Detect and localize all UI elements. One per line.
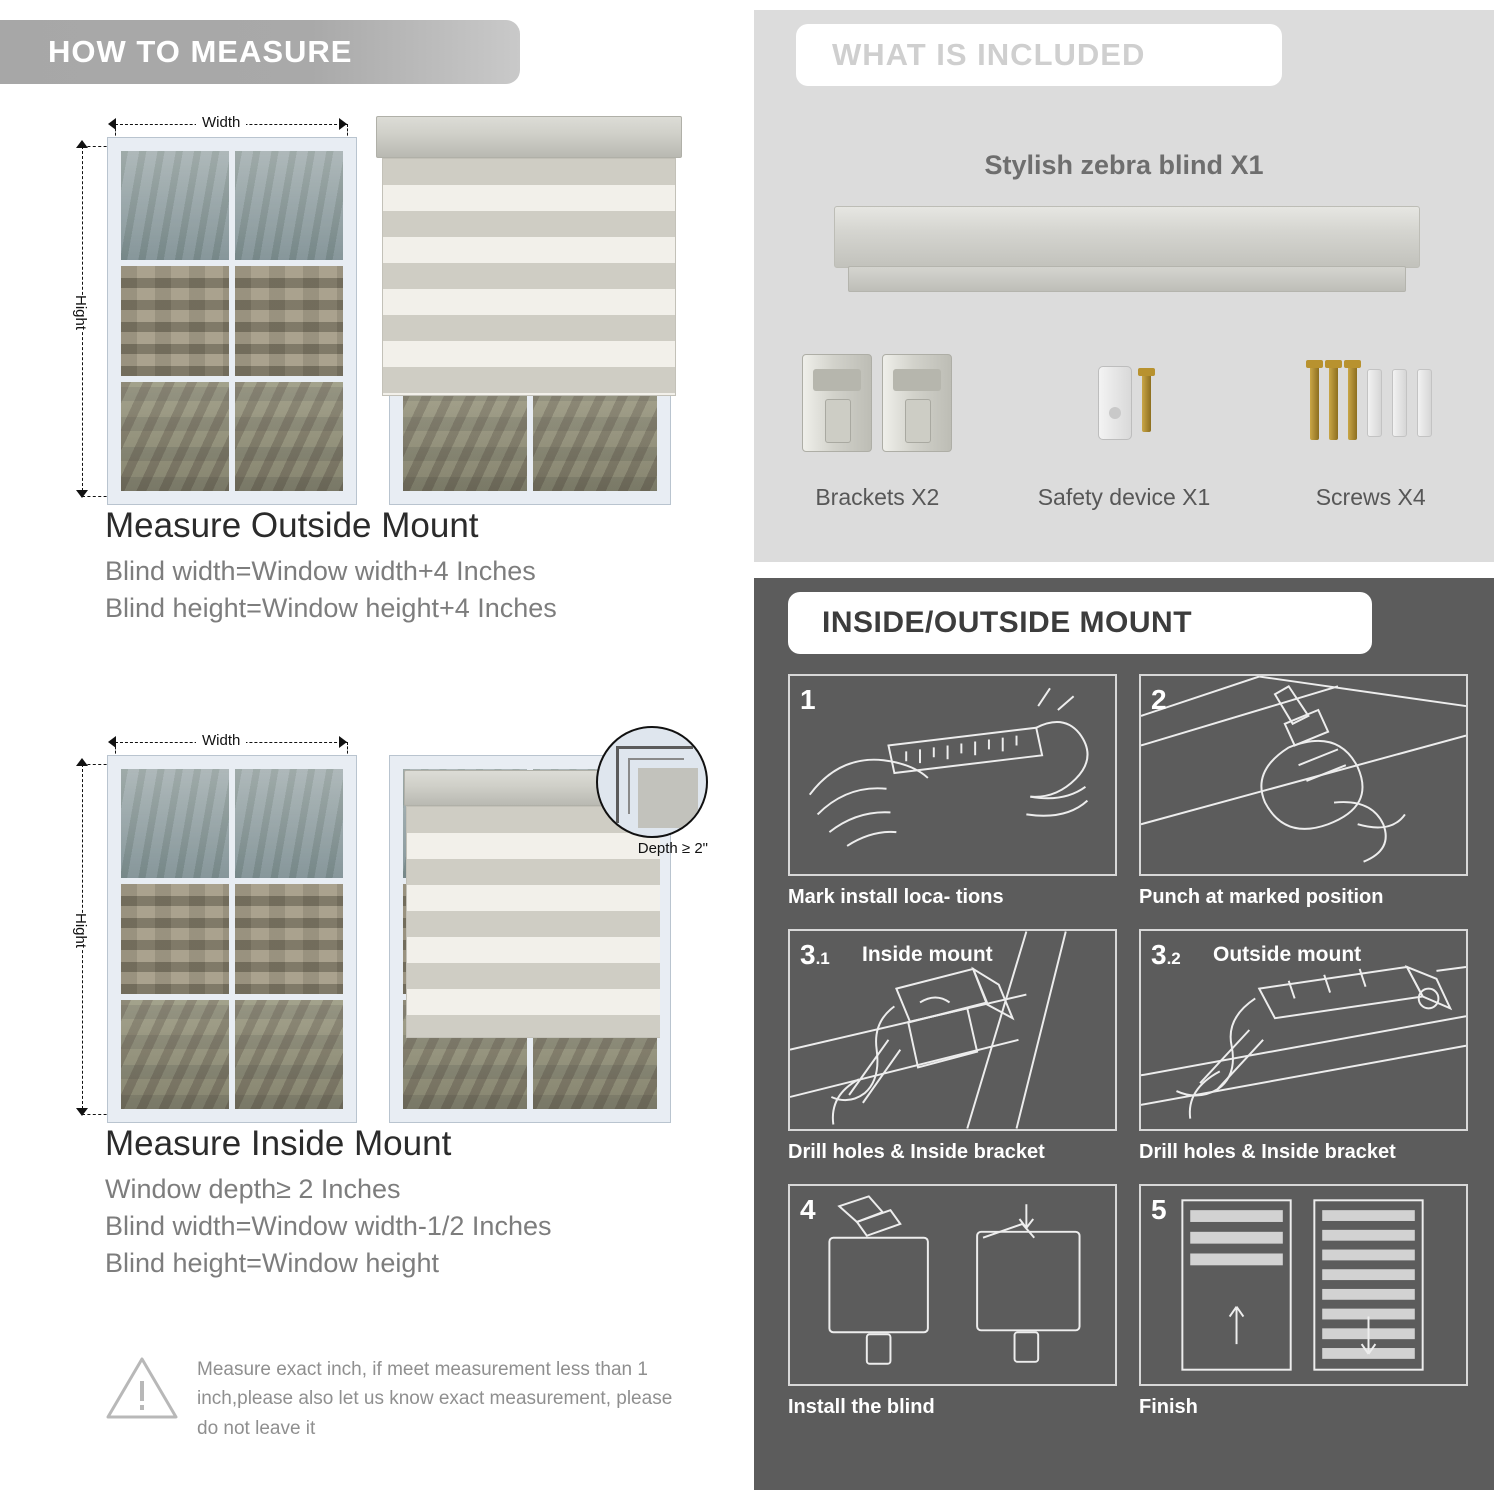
how-to-measure-badge: HOW TO MEASURE [0, 20, 520, 84]
inside-mount-diagram [60, 718, 720, 1118]
window-pane [232, 263, 346, 378]
warning-triangle-icon [105, 1355, 179, 1421]
finished-blind-icon [1141, 1186, 1466, 1384]
step-caption: Drill holes & Inside bracket [1139, 1141, 1396, 1163]
included-product-title: Stylish zebra blind X1 [984, 150, 1264, 180]
height-dim-label: Hight [66, 295, 95, 330]
step-number: 2 [1151, 684, 1167, 715]
step-number: 5 [1151, 1194, 1167, 1225]
step-illustration [1139, 929, 1468, 1131]
install-step [1139, 929, 1468, 1164]
window-pane [232, 766, 346, 881]
included-part-label: Screws X4 [1315, 484, 1426, 510]
measure-note [105, 1355, 685, 1443]
right-column [742, 0, 1500, 1500]
install-step [788, 1184, 1117, 1419]
window-panes [118, 148, 346, 494]
step-caption: Install the blind [788, 1396, 935, 1418]
width-dim-label-inside: Width [196, 732, 246, 749]
depth-note-label: Depth ≥ 2" [637, 840, 708, 857]
blind-product-headrail [834, 206, 1420, 268]
width-arrow-right [339, 736, 347, 748]
window-pane [118, 881, 232, 996]
blind-fabric [406, 806, 664, 1038]
outside-mount-line-1: Blind width=Window width+4 Inches [105, 556, 536, 586]
outside-mount-blind [376, 116, 682, 398]
step-number: 3.2 [1151, 939, 1181, 970]
step-illustration [1139, 674, 1468, 876]
window-pane [118, 997, 232, 1112]
measure-note-text: Measure exact inch, if meet measurement less than 1 inch,please also let us know exact measurement, please do not leave it [197, 1359, 673, 1439]
step-number: 4 [800, 1194, 816, 1225]
window-pane [232, 379, 346, 494]
install-step [1139, 1184, 1468, 1419]
step-caption: Drill holes & Inside bracket [788, 1141, 1045, 1163]
step-caption: Finish [1139, 1396, 1198, 1418]
window-pane [530, 386, 660, 494]
step-inline-label: Outside mount [1213, 943, 1362, 966]
inside-mount-line-3: Blind height=Window height [105, 1248, 439, 1278]
window-pane [232, 148, 346, 263]
step-illustration [1139, 1184, 1468, 1386]
bracket-shape [882, 354, 952, 452]
what-is-included-panel [754, 10, 1494, 562]
outside-mount-block [0, 100, 742, 630]
included-part-safety [1001, 340, 1248, 511]
safety-device-icon [1001, 340, 1248, 466]
screw-shape [1329, 366, 1338, 440]
included-parts-row [754, 340, 1494, 511]
inside-outside-mount-panel [754, 578, 1494, 1490]
bracket-shape [802, 354, 872, 452]
inside-mount-line-2: Blind width=Window width-1/2 Inches [105, 1211, 552, 1241]
bracket-icon [754, 340, 1001, 466]
install-step [788, 929, 1117, 1164]
what-is-included-badge: WHAT IS INCLUDED [796, 24, 1282, 86]
screw-shape [1310, 366, 1319, 440]
hand-tape-measure-icon [790, 676, 1115, 874]
window-pane [118, 766, 232, 881]
included-part-brackets [754, 340, 1001, 511]
step-caption: Punch at marked position [1139, 886, 1384, 908]
drill-icon [1141, 676, 1466, 874]
safety-shape [1098, 366, 1132, 440]
anchor-shape [1392, 369, 1407, 437]
inside-mount-line-1: Window depth≥ 2 Inches [105, 1174, 401, 1204]
inside-outside-mount-badge: INSIDE/OUTSIDE MOUNT [788, 592, 1372, 654]
blind-fabric [382, 158, 676, 396]
install-step [1139, 674, 1468, 909]
blind-install-icon [790, 1186, 1115, 1384]
window-pane [118, 263, 232, 378]
inside-mount-heading: Measure Inside Mount [105, 1124, 452, 1163]
step-illustration [788, 929, 1117, 1131]
step-inline-label: Inside mount [862, 943, 993, 966]
window-without-blind-inside [108, 756, 356, 1122]
width-dim-label: Width [196, 114, 246, 131]
window-without-blind [108, 138, 356, 504]
outside-mount-line-2: Blind height=Window height+4 Inches [105, 593, 557, 623]
window-pane [232, 881, 346, 996]
step-number: 3.1 [800, 939, 830, 970]
blind-product-image [834, 206, 1420, 298]
width-arrow-right [339, 118, 347, 130]
anchor-shape [1417, 369, 1432, 437]
included-part-screws [1247, 340, 1494, 511]
window-pane [232, 997, 346, 1112]
blind-headrail [376, 116, 682, 158]
step-number: 1 [800, 684, 816, 715]
window-pane [400, 386, 530, 494]
screw-icon [1247, 340, 1494, 466]
included-part-label: Safety device X1 [1037, 484, 1211, 510]
step-caption: Mark install loca- tions [788, 886, 1004, 908]
height-dim-label-inside: Hight [66, 913, 95, 948]
window-pane [118, 379, 232, 494]
install-steps-grid [788, 674, 1468, 1419]
step-illustration [788, 674, 1117, 876]
how-to-measure-column [0, 0, 742, 1500]
step-illustration [788, 1184, 1117, 1386]
screw-shape [1348, 366, 1357, 440]
window-panes [118, 766, 346, 1112]
outside-mount-heading: Measure Outside Mount [105, 506, 479, 545]
depth-callout-icon [596, 726, 708, 838]
blind-product-base [848, 266, 1406, 292]
window-pane [118, 148, 232, 263]
install-step [788, 674, 1117, 909]
screw-shape [1142, 374, 1151, 432]
outside-mount-diagram [60, 100, 720, 500]
included-part-label: Brackets X2 [815, 484, 940, 510]
inside-mount-block [0, 718, 742, 1285]
anchor-shape [1367, 369, 1382, 437]
